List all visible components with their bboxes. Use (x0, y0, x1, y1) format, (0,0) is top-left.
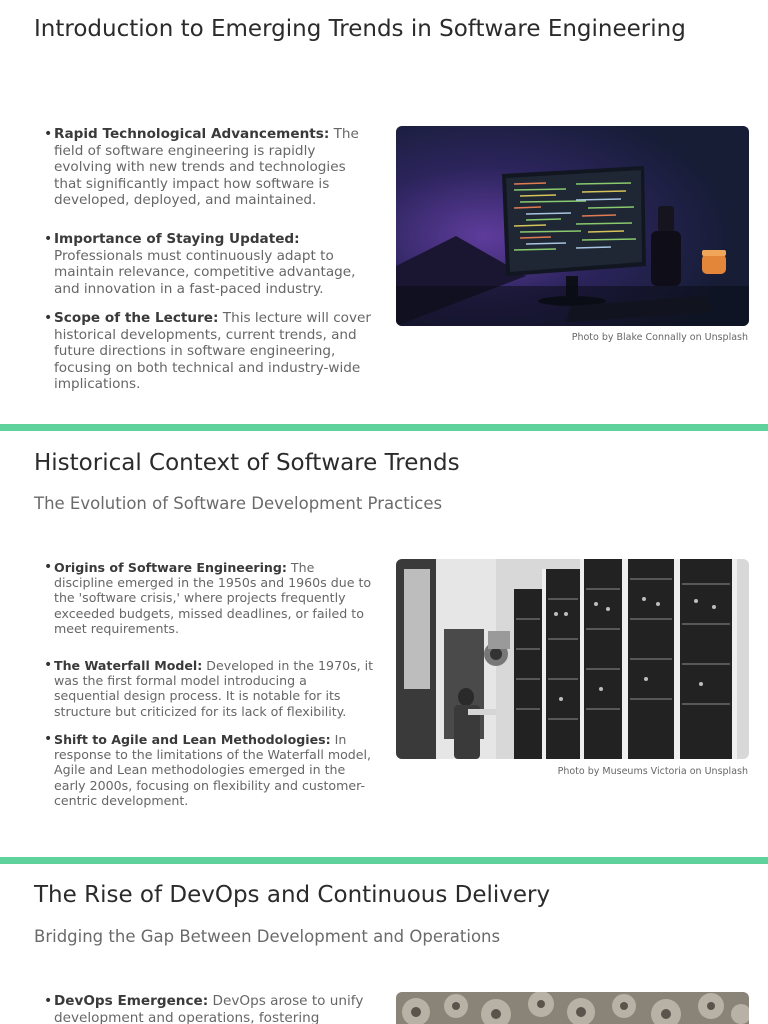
bullet-item (44, 658, 374, 719)
slide-subtitle: Bridging the Gap Between Development and Operations (34, 927, 501, 946)
bullet-heading: Origins of Software Engineering: (54, 560, 287, 575)
bullet-heading: DevOps Emergence: (54, 993, 209, 1009)
photo-credit: Photo by Museums Victoria on Unsplash (557, 766, 748, 777)
slide-2 (0, 431, 768, 857)
bullet-dot-icon: • (44, 559, 53, 575)
bullet-heading: Shift to Agile and Lean Methodologies: (54, 732, 331, 747)
computer-monitor-photo (396, 126, 749, 326)
slide-title: The Rise of DevOps and Continuous Delivery (34, 882, 551, 908)
bullet-text: Developed in the 1970s, it was the first formal model introducing a sequential design process. It is notable for its structure but criticized for its lack of flexibility. (54, 658, 374, 719)
bullet-heading: Scope of the Lecture: (54, 310, 219, 326)
bullet-dot-icon: • (44, 731, 53, 747)
bullet-item (44, 732, 374, 808)
slide-3 (0, 864, 768, 1024)
slide-title: Historical Context of Software Trends (34, 450, 460, 476)
bullet-text: The field of software engineering is rapidly evolving with new trends and technologies that significantly impact how software is developed, deployed, and maintained. (54, 126, 359, 208)
bullet-text: The discipline emerged in the 1950s and 1960s due to the 'software crisis,' where projects frequently exceeded budgets, missed deadlines, or failed to meet requirements. (54, 560, 372, 636)
slide-divider (0, 424, 768, 431)
bullet-text: DevOps arose to unify development and operations, fostering (54, 993, 364, 1024)
bullet-text: In response to the limitations of the Waterfall model, Agile and Lean methodologies emerged in the early 2000s, focusing on flexibility and customer-centric development. (54, 732, 372, 808)
bullet-item (44, 993, 374, 1024)
mainframe-photo (396, 559, 749, 759)
bullet-heading: Importance of Staying Updated: (54, 231, 300, 247)
bullet-heading: The Waterfall Model: (54, 658, 203, 673)
bullet-dot-icon: • (44, 126, 53, 142)
slide-subtitle: The Evolution of Software Development Practices (34, 494, 443, 513)
bullet-item (44, 560, 374, 636)
bullet-text: Professionals must continuously adapt to maintain relevance, competitive advantage, and innovation in a fast-paced industry. (54, 247, 356, 297)
bullet-heading: Rapid Technological Advancements: (54, 126, 330, 142)
bullet-text: This lecture will cover historical developments, current trends, and future directions in software engineering, focusing on both technical and industry-wide implications. (54, 310, 371, 392)
bullet-item (44, 231, 374, 297)
bullet-item (44, 310, 374, 393)
slide-divider (0, 857, 768, 864)
gears-photo (396, 992, 749, 1024)
bullet-dot-icon: • (44, 657, 53, 673)
bullet-dot-icon: • (44, 310, 53, 326)
bullet-dot-icon: • (44, 231, 53, 247)
bullet-dot-icon: • (44, 993, 53, 1009)
bullet-item (44, 126, 374, 209)
slide-1 (0, 0, 768, 424)
photo-credit: Photo by Blake Connally on Unsplash (571, 332, 748, 343)
slide-title: Introduction to Emerging Trends in Software Engineering (34, 16, 686, 42)
